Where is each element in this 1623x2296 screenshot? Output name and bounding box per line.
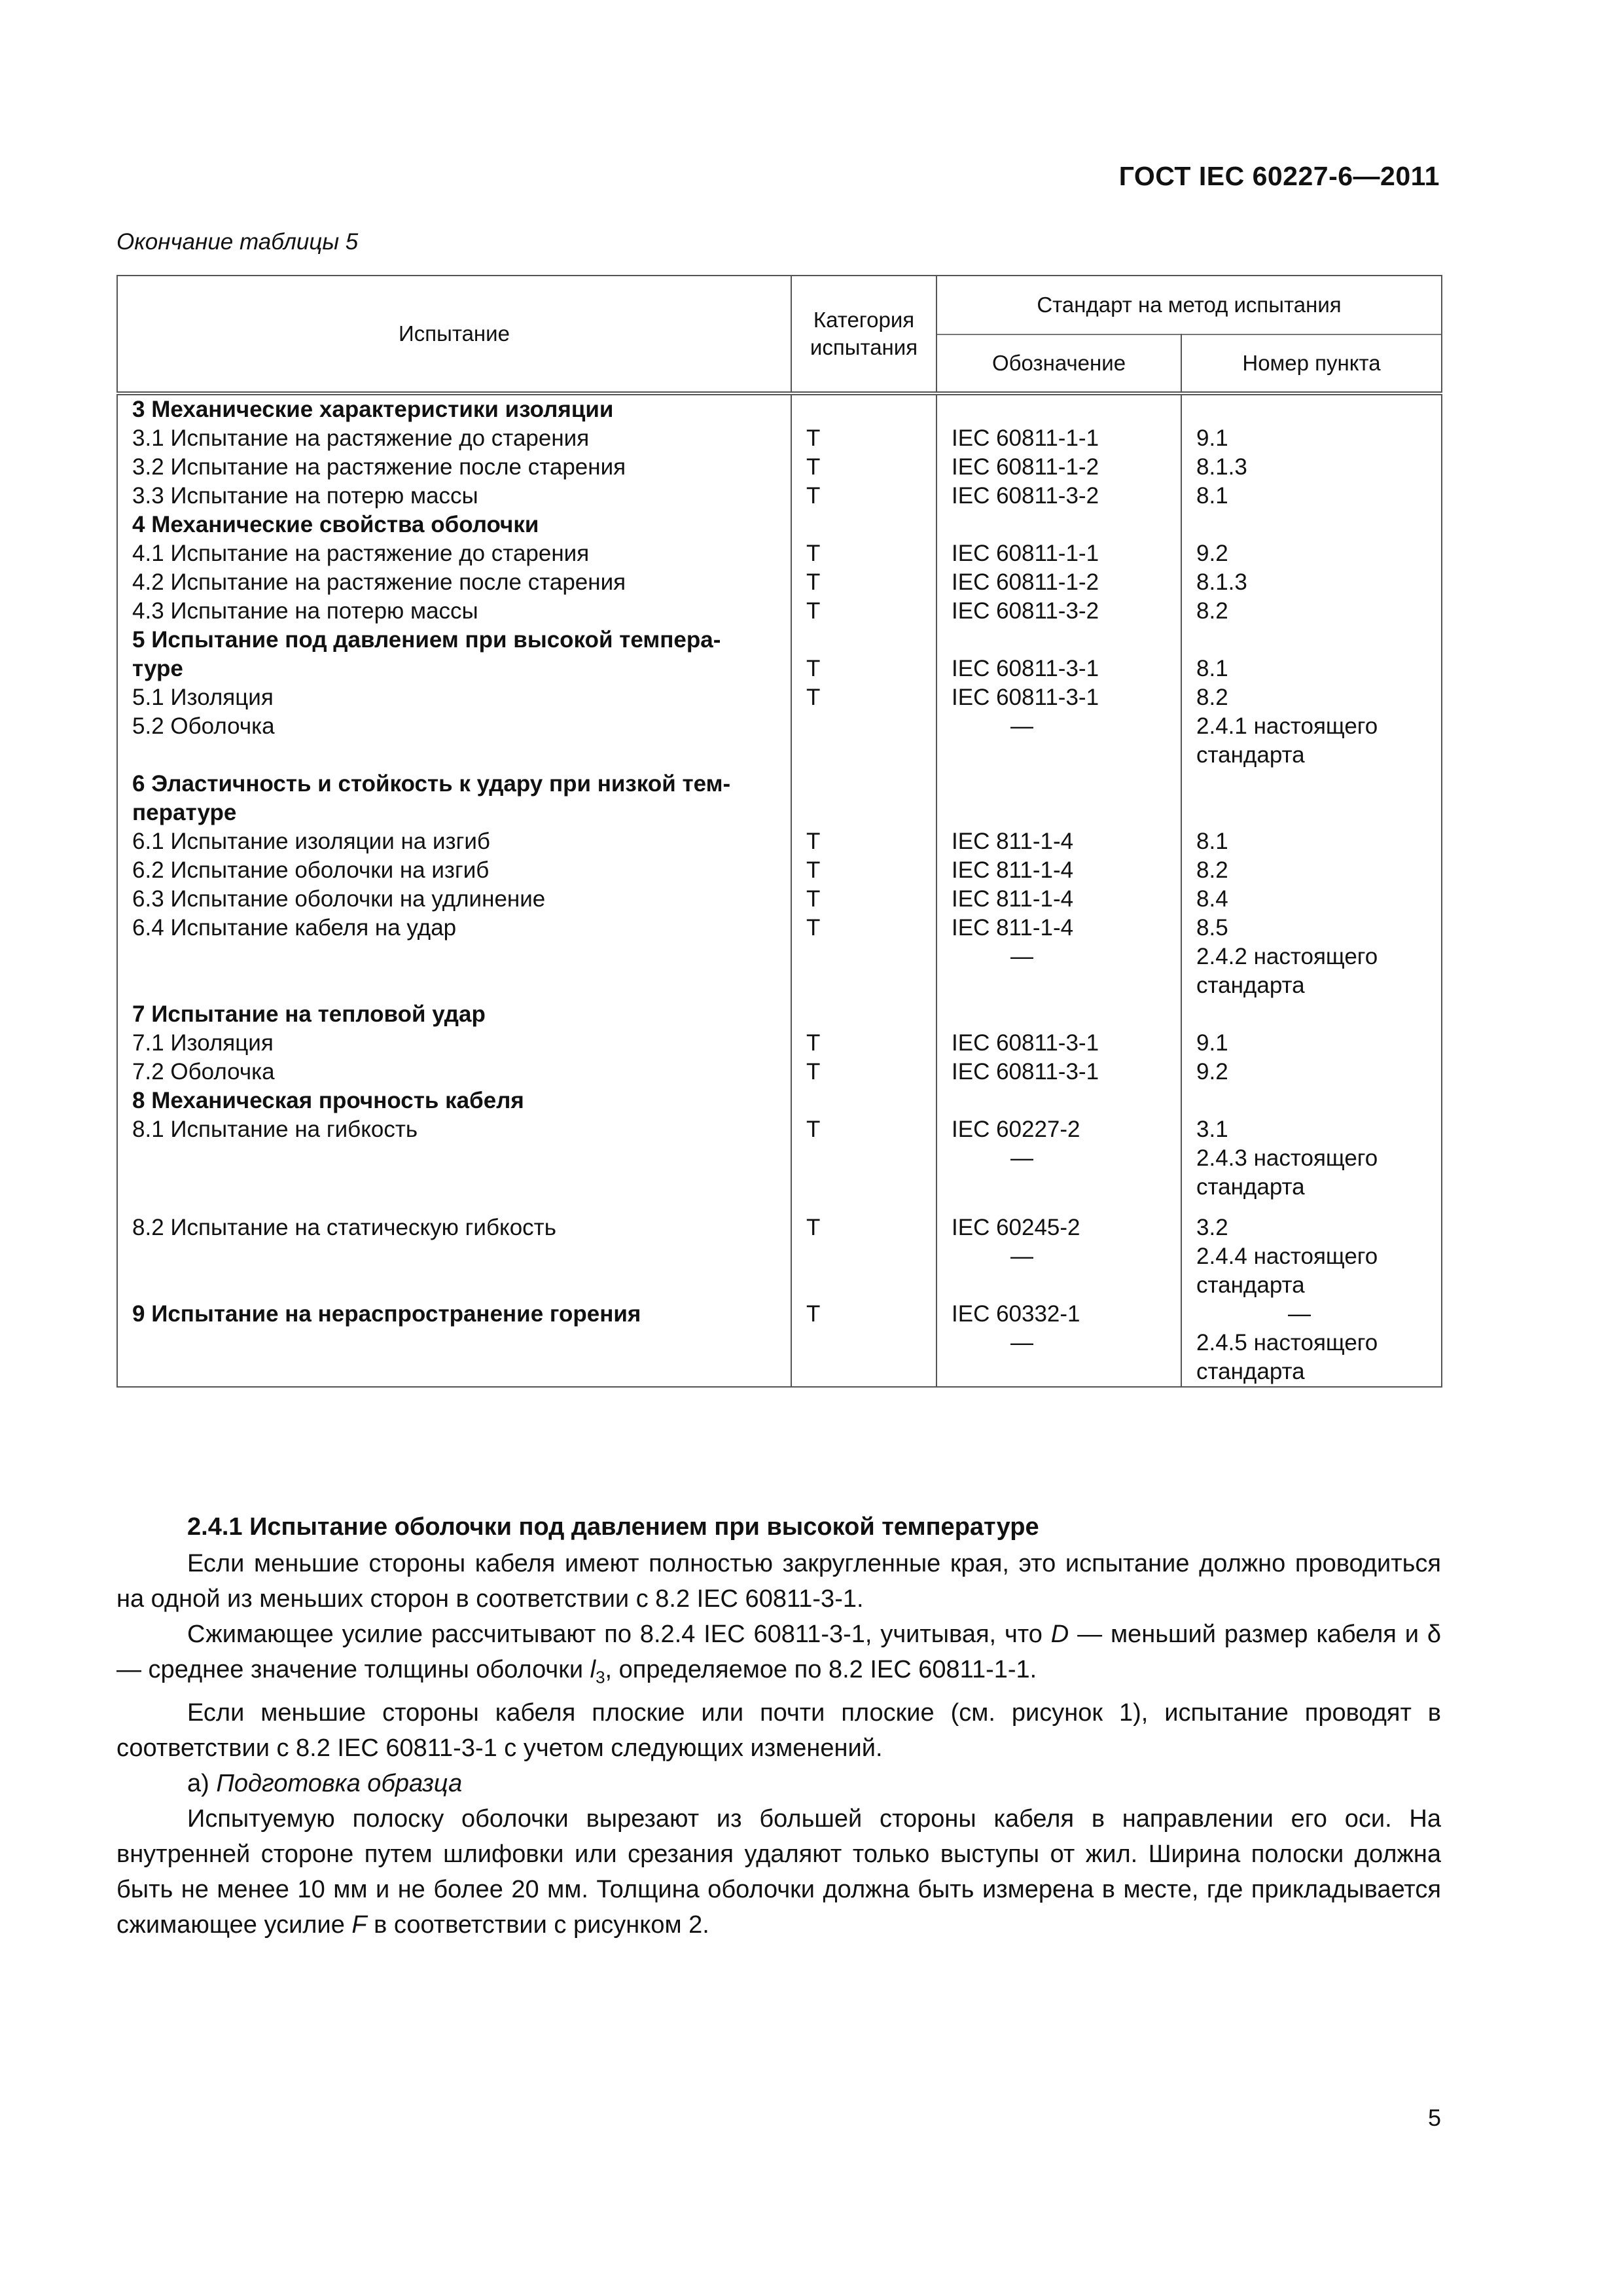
clause-number: 8.2 [1196, 598, 1228, 624]
designation: IEC 60245-2 [952, 1215, 1080, 1240]
group-title: 9 Испытание на нераспространение горения [132, 1301, 641, 1327]
header-standard: Стандарт на метод испытания [936, 276, 1442, 334]
table-row [117, 393, 1442, 511]
group-title-cont: туре [132, 656, 183, 681]
table-row [117, 511, 1442, 626]
clause-number: стандарта [1196, 973, 1305, 998]
clause-number: стандарта [1196, 1272, 1305, 1298]
category: Т [806, 886, 821, 912]
test-name: 3.1 Испытание на растяжение до старения [132, 425, 590, 451]
clause-number: 8.1.3 [1196, 569, 1247, 595]
designation: IEC 60811-3-1 [952, 656, 1099, 681]
designation: IEC 60811-1-1 [952, 541, 1099, 566]
clause-number: стандарта [1196, 1174, 1305, 1200]
test-name: 4.3 Испытание на потерю массы [132, 598, 478, 624]
designation: IEC 811-1-4 [952, 915, 1074, 941]
group-title: 8 Механическая прочность кабеля [132, 1088, 524, 1113]
section-heading: 2.4.1 Испытание оболочки под давлением при высокой температуре [187, 1513, 1039, 1541]
group-title: 6 Эластичность и стойкость к удару при низкой тем- [132, 771, 731, 797]
clause-number: 2.4.1 настоящего [1196, 713, 1378, 739]
designation: IEC 811-1-4 [952, 829, 1074, 854]
designation: IEC 60811-3-1 [952, 1030, 1099, 1056]
section-2-4-1 [116, 1509, 1441, 1943]
list-item: а) Подготовка образца [187, 1769, 463, 1797]
designation-dash: — [1010, 713, 1033, 739]
clause-number: 8.1 [1196, 829, 1228, 854]
table-row [117, 1000, 1442, 1086]
clause-number: 8.1 [1196, 656, 1228, 681]
test-name: 8.2 Испытание на статическую гибкость [132, 1215, 556, 1240]
category: Т [806, 454, 821, 480]
test-name: 7.2 Оболочка [132, 1059, 275, 1085]
test-name: 6.1 Испытание изоляции на изгиб [132, 829, 490, 854]
group-title: 3 Механические характеристики изоляции [132, 397, 614, 422]
page-number: 5 [1427, 2104, 1441, 2131]
designation-dash: — [1010, 944, 1033, 969]
designation: IEC 811-1-4 [952, 886, 1074, 912]
category: Т [806, 1301, 821, 1327]
category: Т [806, 829, 821, 854]
test-table [116, 275, 1441, 1388]
designation: IEC 60811-1-2 [952, 569, 1099, 595]
category: Т [806, 483, 821, 509]
clause-number: 8.2 [1196, 857, 1228, 883]
test-name: 8.1 Испытание на гибкость [132, 1117, 418, 1142]
header-designation: Обозначение [936, 334, 1181, 393]
clause-number: 2.4.4 настоящего [1196, 1244, 1378, 1269]
paragraph: Испытуемую полоску оболочки вырезают из большей стороны кабеля в направлении его оси. На внутренней стороне путем шлифовки или срезания удаляют только выступы от жил. Ширина полоски должна быть не менее 10 мм и не более 20 мм. Толщина оболочки должна быть измерена в месте, где прикладывается сжимающее усилие F в соответствии с рисунком 2. [116, 1804, 1441, 1939]
table-row [117, 626, 1442, 770]
category: Т [806, 857, 821, 883]
test-name: 6.4 Испытание кабеля на удар [132, 915, 457, 941]
clause-number: 8.1 [1196, 483, 1228, 509]
table-row [117, 1086, 1442, 1300]
group-title: 5 Испытание под давлением при высокой темпера- [132, 627, 721, 653]
test-name: 6.2 Испытание оболочки на изгиб [132, 857, 490, 883]
clause-number: стандарта [1196, 742, 1305, 768]
clause-number: 2.4.2 настоящего [1196, 944, 1378, 969]
category: Т [806, 541, 821, 566]
category: Т [806, 1059, 821, 1085]
designation: IEC 60811-3-1 [952, 1059, 1099, 1085]
group-title: 7 Испытание на тепловой удар [132, 1001, 486, 1027]
designation: IEC 60332-1 [952, 1301, 1080, 1327]
designation: IEC 60811-3-2 [952, 598, 1099, 624]
table-row [117, 1300, 1442, 1387]
clause-number: 9.2 [1196, 1059, 1228, 1085]
table-row [117, 770, 1442, 1000]
designation: IEC 60811-3-2 [952, 483, 1099, 509]
category: Т [806, 598, 821, 624]
clause-number: 9.1 [1196, 1030, 1228, 1056]
test-name: 3.2 Испытание на растяжение после старения [132, 454, 626, 480]
paragraph: Сжимающее усилие рассчитывают по 8.2.4 IEC 60811-3-1, учитывая, что D — меньший размер кабеля и δ — среднее значение толщины оболочки $l_3$, определяемое по 8.2 IEC 60811-1-1. [116, 1621, 1442, 1687]
header-test: Испытание [117, 276, 791, 393]
header-category: Категория испытания [791, 276, 936, 393]
designation-dash: — [1010, 1244, 1033, 1269]
test-name: 5.2 Оболочка [132, 713, 275, 739]
test-name: 4.2 Испытание на растяжение после старения [132, 569, 626, 595]
category: Т [806, 569, 821, 595]
category: Т [806, 915, 821, 941]
test-name: 3.3 Испытание на потерю массы [132, 483, 478, 509]
category: Т [806, 1030, 821, 1056]
clause-number: 8.4 [1196, 886, 1228, 912]
clause-number: 3.1 [1196, 1117, 1228, 1142]
designation: IEC 60811-1-1 [952, 425, 1099, 451]
category: Т [806, 656, 821, 681]
clause-number: 2.4.5 настоящего [1196, 1330, 1378, 1355]
category: Т [806, 425, 821, 451]
designation-dash: — [1010, 1330, 1033, 1355]
paragraph: Если меньшие стороны кабеля имеют полностью закругленные края, это испытание должно проводиться на одной из меньших сторон в соответствии с 8.2 IEC 60811-3-1. [116, 1550, 1441, 1613]
clause-number: 9.2 [1196, 541, 1228, 566]
document-code: ГОСТ IEC 60227-6—2011 [1118, 161, 1440, 191]
clause-number: 8.2 [1196, 685, 1228, 710]
clause-number: 9.1 [1196, 425, 1228, 451]
test-name: 7.1 Изоляция [132, 1030, 274, 1056]
designation: IEC 811-1-4 [952, 857, 1074, 883]
category: Т [806, 685, 821, 710]
test-name: 6.3 Испытание оболочки на удлинение [132, 886, 546, 912]
designation: IEC 60811-3-1 [952, 685, 1099, 710]
designation-dash: — [1010, 1145, 1033, 1171]
clause-number: стандарта [1196, 1359, 1305, 1384]
designation: IEC 60811-1-2 [952, 454, 1099, 480]
test-name: 4.1 Испытание на растяжение до старения [132, 541, 590, 566]
table-caption: Окончание таблицы 5 [116, 229, 359, 255]
group-title: 4 Механические свойства оболочки [132, 512, 539, 537]
group-title-cont: пературе [132, 800, 237, 825]
clause-number: 8.5 [1196, 915, 1228, 941]
clause-number: 2.4.3 настоящего [1196, 1145, 1378, 1171]
clause-number: 3.2 [1196, 1215, 1228, 1240]
test-name: 5.1 Изоляция [132, 685, 274, 710]
category: Т [806, 1215, 821, 1240]
paragraph: Если меньшие стороны кабеля плоские или почти плоские (см. рисунок 1), испытание проводят в соответствии с 8.2 IEC 60811-3-1 с учетом следующих изменений. [116, 1698, 1441, 1762]
category: Т [806, 1117, 821, 1142]
clause-number: 8.1.3 [1196, 454, 1247, 480]
clause-number: — [1288, 1301, 1311, 1327]
designation: IEC 60227-2 [952, 1117, 1080, 1142]
header-clause: Номер пункта [1181, 334, 1442, 393]
